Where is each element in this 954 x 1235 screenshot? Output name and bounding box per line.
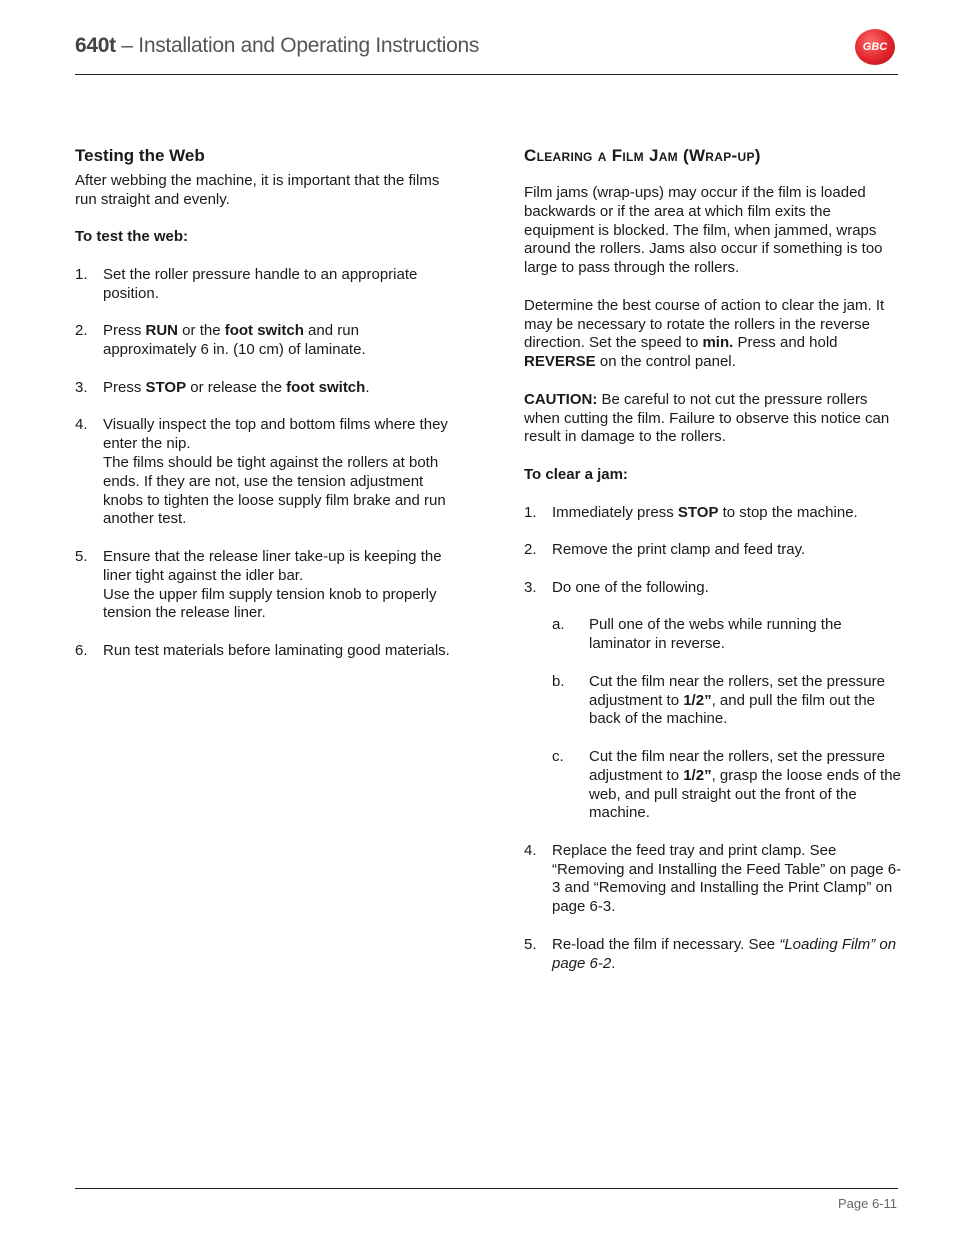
emphasis-min: min. [702, 334, 734, 352]
header-divider [75, 74, 898, 75]
step-text: Press [103, 378, 146, 396]
list-item [75, 416, 455, 529]
paragraph-text: on the control panel. [595, 353, 736, 371]
subheading-test-web: To test the web: [75, 228, 189, 246]
option-letter: b. [552, 672, 565, 690]
step-number: 5. [75, 547, 88, 565]
paragraph-film-jams: Film jams (wrap-ups) may occur if the film is loaded backwards or if the area at which film exits the equipment is blocked. The film, when jammed, wraps around the rollers. Jams also occur if something is too large to pass through the rollers. [524, 184, 883, 277]
step-text: to stop the machine. [718, 503, 858, 521]
step-number: 2. [75, 322, 88, 340]
step-number: 4. [524, 841, 537, 859]
options-list [552, 616, 902, 823]
step-text: Remove the print clamp and feed tray. [552, 541, 806, 559]
step-text: or the [178, 322, 225, 340]
cross-reference-link[interactable]: “Loading Film” on page 6-2 [552, 935, 897, 972]
option-text: Cut the film near the rollers, set the pressure adjustment to [589, 747, 885, 784]
step-number: 5. [524, 935, 537, 953]
model-name: 640t [75, 34, 116, 57]
step-text: . [365, 378, 370, 396]
emphasis-half-inch: 1/2” [683, 691, 712, 709]
list-item [524, 936, 902, 974]
header-subtitle: – Installation and Operating Instructions [115, 34, 480, 57]
right-column [524, 146, 902, 992]
step-number: 1. [524, 503, 537, 521]
caution-text: Be careful to not cut the pressure rollers when cutting the film. Failure to observe this notice can result in damage to the rollers. [524, 390, 890, 446]
step-number: 1. [75, 265, 88, 283]
step-text: Visually inspect the top and bottom films where they enter the nip. [103, 416, 448, 453]
section-heading-testing-web: Testing the Web [75, 146, 205, 165]
step-text: . [611, 954, 616, 972]
clear-jam-steps-list [524, 504, 902, 974]
paragraph-text: Determine the best course of action to clear the jam. It may be necessary to rotate the rollers in the reverse direction. Set the speed to [524, 296, 885, 352]
left-column [75, 146, 455, 680]
step-text: or release the [186, 378, 287, 396]
list-item [524, 842, 902, 917]
emphasis-half-inch: 1/2” [683, 766, 712, 784]
option-letter: c. [552, 747, 564, 765]
intro-paragraph: After webbing the machine, it is important that the films run straight and evenly. [75, 172, 440, 208]
page-number: Page 6-11 [837, 1196, 897, 1211]
list-item [524, 504, 902, 523]
list-item [75, 322, 455, 360]
option-text: Cut the film near the rollers, set the pressure adjustment to [589, 672, 885, 709]
list-item [75, 548, 455, 623]
option-letter: a. [552, 616, 565, 634]
list-item [75, 379, 455, 398]
test-steps-list [75, 266, 455, 661]
step-text: Re-load the film if necessary. See [552, 935, 780, 953]
list-item [524, 541, 902, 560]
step-number: 2. [524, 541, 537, 559]
emphasis-foot-switch: foot switch [286, 378, 366, 396]
step-detail: Use the upper film supply tension knob to properly tension the release liner. [103, 585, 437, 622]
step-number: 3. [524, 578, 537, 596]
emphasis-run: RUN [145, 322, 179, 340]
option-text: , grasp the loose ends of the web, and pull straight out the front of the machine. [589, 766, 901, 822]
paragraph-text: Press and hold [733, 334, 838, 352]
section-heading-film-jam: Clearing a Film Jam (Wrap-up) [524, 146, 761, 165]
emphasis-stop: STOP [145, 378, 187, 396]
subheading-clear-jam: To clear a jam: [524, 465, 628, 483]
list-item [552, 673, 902, 729]
step-text: Do one of the following. [552, 578, 709, 596]
list-item [552, 748, 902, 823]
step-text: Ensure that the release liner take-up is keeping the liner tight against the idler bar. [103, 547, 442, 584]
list-item [75, 642, 455, 661]
list-item [524, 579, 902, 823]
option-text: , and pull the film out the back of the machine. [589, 691, 876, 728]
caution-label: CAUTION: [524, 390, 598, 408]
step-number: 3. [75, 378, 88, 396]
step-text: Set the roller pressure handle to an appropriate position. [103, 265, 418, 302]
page-header-title [75, 34, 479, 58]
footer-divider [75, 1188, 898, 1189]
list-item [552, 616, 902, 654]
list-item [75, 266, 455, 304]
gbc-logo: GBC [855, 29, 895, 65]
step-number: 4. [75, 416, 88, 434]
step-text: Press [103, 322, 146, 340]
emphasis-stop: STOP [677, 503, 719, 521]
step-number: 6. [75, 641, 88, 659]
paragraph-course-of-action [524, 297, 902, 372]
step-text: Run test materials before laminating good materials. [103, 641, 450, 659]
caution-notice [524, 391, 902, 447]
step-text: and run approximately 6 in. (10 cm) of laminate. [103, 322, 366, 359]
emphasis-reverse: REVERSE [524, 353, 596, 371]
emphasis-foot-switch: foot switch [224, 322, 304, 340]
option-text: Pull one of the webs while running the laminator in reverse. [589, 616, 842, 653]
step-text: Immediately press [552, 503, 678, 521]
step-detail: The films should be tight against the rollers at both ends. If they are not, use the tension adjustment knobs to tighten the loose supply film brake and run another test. [103, 453, 446, 528]
step-text: Replace the feed tray and print clamp. See “Removing and Installing the Feed Table” on page 6-3 and “Removing and Installing the Print Clamp” on page 6-3. [552, 841, 902, 916]
